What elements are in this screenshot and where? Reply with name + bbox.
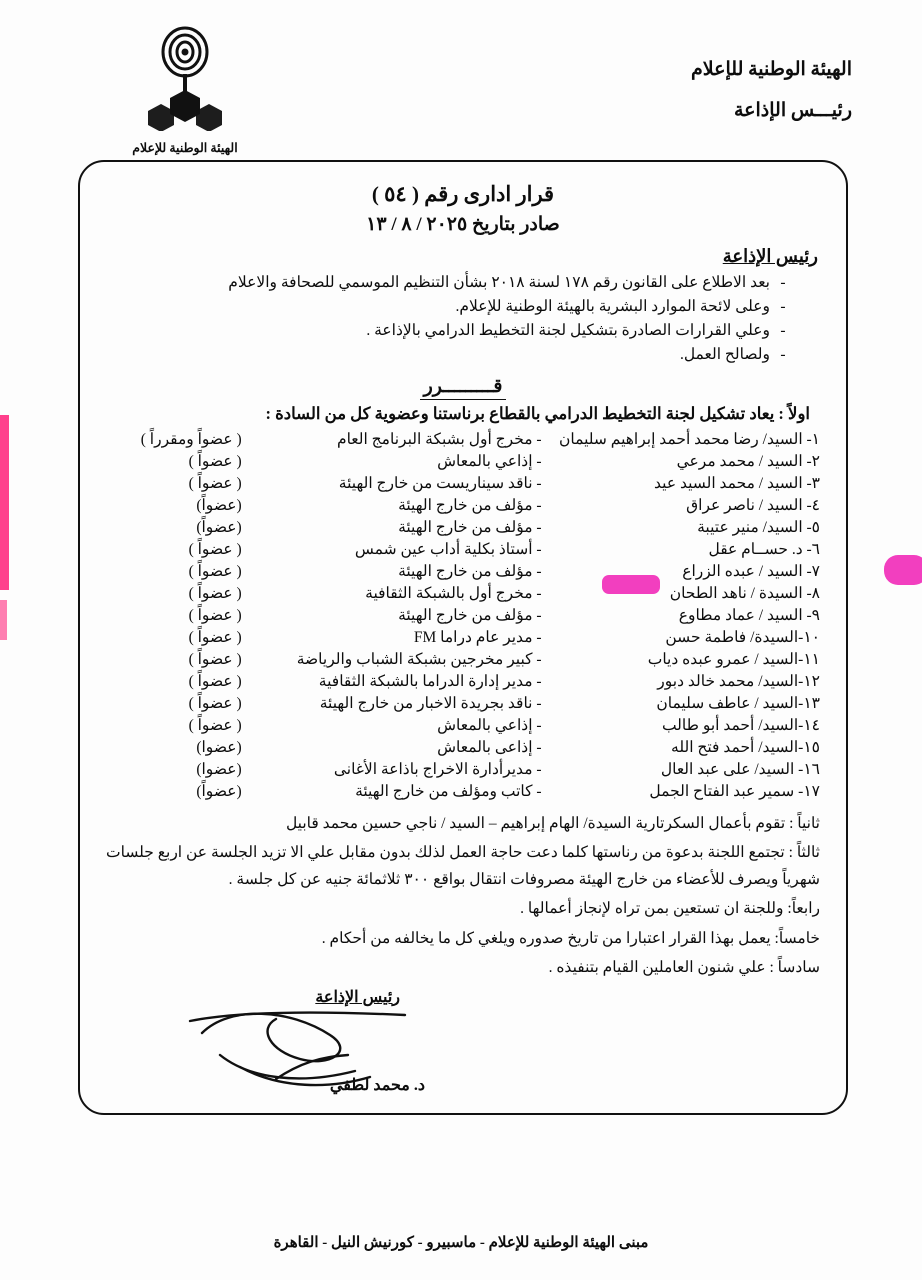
title-block: [106, 182, 820, 236]
member-capacity: (عضوا): [196, 760, 242, 778]
member-capacity: (عضوا): [196, 738, 242, 756]
member-name: ٢- السيد / محمد مرعي: [676, 452, 820, 470]
preamble-item: [106, 343, 820, 367]
member-name: ٦- د. حســام عقل: [708, 540, 820, 558]
clause-second: ثانياً : تقوم بأعمال السكرتارية السيدة/ الهام إبراهيم – السيد / ناجي حسين محمد قابيل: [285, 815, 820, 833]
preamble-text: وعلي القرارات الصادرة بتشكيل لجنة التخطيط الدرامي بالإذاعة .: [366, 322, 770, 340]
preamble-list: [106, 271, 820, 367]
member-name: ٨- السيدة / ناهد الطحان: [669, 584, 820, 602]
table-row: [106, 670, 820, 692]
member-name: ٧- السيد / عبده الزراع: [682, 562, 820, 580]
member-name: ١٣-السيد / عاطف سليمان: [656, 694, 820, 712]
logo-caption: الهيئة الوطنية للإعلام: [132, 141, 238, 155]
member-role: - مديرأدارة الاخراج باذاعة الأغانى: [333, 760, 542, 778]
member-role: - إذاعي بالمعاش: [437, 716, 542, 734]
member-name: ١٥-السيد/ أحمد فتح الله: [671, 738, 820, 756]
header-authority-block: [691, 58, 852, 140]
table-row: [106, 560, 820, 582]
table-row: [106, 604, 820, 626]
member-name: ١- السيد/ رضا محمد أحمد إبراهيم سليمان: [559, 430, 820, 448]
member-capacity: (عضواً): [196, 782, 242, 800]
member-name: ١٦- السيد/ على عبد العال: [660, 760, 820, 778]
bullet-dash: -: [780, 274, 786, 291]
table-row: [106, 626, 820, 648]
member-role: - مخرج أول بشبكة البرنامج العام: [336, 430, 542, 448]
member-capacity: ( عضواً ): [188, 672, 242, 690]
preamble-text: بعد الاطلاع على القانون رقم ١٧٨ لسنة ٢٠١٨ بشأن التنظيم الموسمي للصحافة والاعلام: [228, 274, 770, 291]
member-role: - مدير إدارة الدراما بالشبكة الثقافية: [318, 672, 542, 690]
member-role: - مؤلف من خارج الهيئة: [398, 496, 542, 514]
table-row: [106, 582, 820, 604]
member-capacity: ( عضواً ): [188, 694, 242, 712]
member-role: - إذاعى بالمعاش: [437, 738, 542, 756]
member-capacity: ( عضواً ومقرراً ): [140, 430, 242, 448]
table-row: [106, 692, 820, 714]
member-name: ٩- السيد / عماد مطاوع: [678, 606, 820, 624]
member-role: - ناقد سيناريست من خارج الهيئة: [338, 474, 542, 492]
highlight-mark-member: [602, 575, 660, 594]
preamble-item: [106, 319, 820, 343]
preamble-item: [106, 295, 820, 319]
member-capacity: ( عضواً ): [188, 474, 242, 492]
table-row: [106, 538, 820, 560]
member-name: ٥- السيد/ منير عتيبة: [697, 518, 820, 536]
member-capacity: ( عضواً ): [188, 584, 242, 602]
bullet-dash: -: [780, 322, 786, 340]
footer-address: مبنى الهيئة الوطنية للإعلام - ماسبيرو - كورنيش النيل - القاهرة: [273, 1235, 649, 1251]
member-role: - ناقد بجريدة الاخبار من خارج الهيئة: [319, 694, 542, 712]
logo-block: [95, 26, 275, 156]
table-row: [106, 428, 820, 450]
member-name: ١٧- سمير عبد الفتاح الجمل: [649, 782, 820, 800]
bullet-dash: -: [780, 346, 786, 364]
decides-heading: [106, 375, 820, 398]
signature-title: رئيس الإذاعة: [315, 988, 400, 1006]
member-name: ٤- السيد / ناصر عراق: [686, 496, 820, 514]
signature-area: [106, 987, 820, 1107]
member-role: - كبير مخرجين بشبكة الشباب والرياضة: [296, 650, 542, 668]
table-row: [106, 714, 820, 736]
members-table: [106, 428, 820, 802]
member-capacity: ( عضواً ): [188, 628, 242, 646]
table-row: [106, 472, 820, 494]
member-capacity: ( عضواً ): [188, 562, 242, 580]
member-role: - كاتب ومؤلف من خارج الهيئة: [355, 782, 542, 800]
signature-name: د. محمد لطفي: [329, 1076, 425, 1094]
issuer-position: رئيـــس الإذاعة: [734, 100, 852, 121]
table-row: [106, 494, 820, 516]
decision-body: [78, 160, 848, 1115]
preamble-item: [106, 271, 820, 295]
clauses-block: [106, 810, 820, 981]
table-row: [106, 516, 820, 538]
clause-fifth: خامساً: يعمل بهذا القرار اعتبارا من تاريخ صدوره ويلغي كل ما يخالفه من أحكام .: [321, 929, 820, 947]
authority-name: الهيئة الوطنية للإعلام: [691, 59, 852, 80]
scan-edge-artifact-secondary: [0, 600, 7, 640]
member-role: - إذاعي بالمعاش: [437, 452, 542, 470]
table-row: [106, 648, 820, 670]
table-row: [106, 780, 820, 802]
member-role: - أستاذ بكلية أداب عين شمس: [354, 540, 542, 558]
member-name: ١٤-السيد/ أحمد أبو طالب: [661, 716, 820, 734]
decision-number: قرار ادارى رقم ( ٥٤ ): [371, 182, 555, 206]
bullet-dash: -: [780, 298, 786, 316]
member-role: - مؤلف من خارج الهيئة: [398, 518, 542, 536]
members-table-body: [106, 428, 820, 802]
decision-subject: رئيس الإذاعة: [722, 246, 818, 266]
highlight-mark-margin: [884, 555, 922, 585]
decides-word: قـــــــــرر: [420, 376, 507, 400]
member-name: ١٢-السيد/ محمد خالد دبور: [657, 672, 820, 690]
decision-date: صادر بتاريخ ٢٠٢٥ / ٨ / ١٣: [366, 214, 560, 235]
scan-edge-artifact: [0, 415, 9, 590]
member-capacity: (عضواً): [196, 496, 242, 514]
broadcast-tower-icon: [130, 26, 240, 131]
table-row: [106, 736, 820, 758]
member-capacity: ( عضواً ): [188, 650, 242, 668]
member-capacity: ( عضواً ): [188, 716, 242, 734]
member-capacity: ( عضواً ): [188, 606, 242, 624]
preamble-text: وعلى لائحة الموارد البشرية بالهيئة الوطنية للإعلام.: [455, 298, 770, 316]
clause-fourth: رابعاً: وللجنة ان تستعين بمن تراه لإنجاز أعمالها .: [520, 900, 820, 918]
member-name: ٣- السيد / محمد السيد عيد: [654, 474, 820, 492]
member-role: - مخرج أول بالشبكة الثقافية: [365, 584, 542, 602]
preamble-text: ولصالح العمل.: [679, 346, 770, 364]
table-row: [106, 450, 820, 472]
clause-third: ثالثاً : تجتمع اللجنة بدعوة من رناستها كلما دعت حاجة العمل لذلك بدون مقابل علي الا تزيد الجلسة عن اربع جلسات شهرياً ويصرف للأعضاء من خارج الهيئة مصروفات انتقال بواقع ٣٠٠ ثلاثمائة جنيه عن كل جلسة .: [106, 844, 820, 889]
member-capacity: ( عضواً ): [188, 540, 242, 558]
clause-first: اولاً : يعاد تشكيل لجنة التخطيط الدرامي بالقطاع برناستنا وعضوية كل من السادة :: [265, 404, 810, 424]
member-capacity: (عضواً): [196, 518, 242, 536]
member-name: ١٠-السيدة/ فاطمة حسن: [665, 628, 820, 646]
table-row: [106, 758, 820, 780]
document-header: [0, 18, 922, 158]
member-capacity: ( عضواً ): [188, 452, 242, 470]
member-role: - مؤلف من خارج الهيئة: [398, 606, 542, 624]
clause-sixth: سادساً : علي شنون العاملين القيام بتنفيذه .: [548, 958, 820, 976]
member-name: ١١-السيد / عمرو عبده دياب: [647, 650, 820, 668]
member-role: - مؤلف من خارج الهيئة: [398, 562, 542, 580]
member-role: - مدير عام دراما FM: [413, 628, 542, 646]
